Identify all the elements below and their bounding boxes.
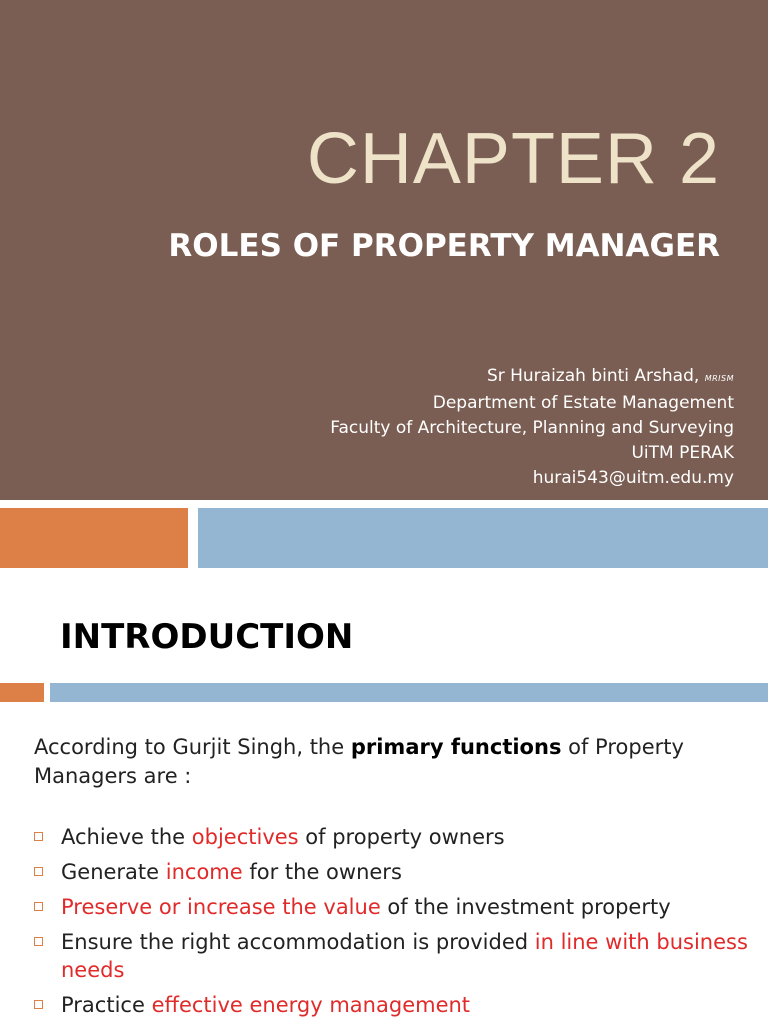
- author-email: hurai543@uitm.edu.my: [532, 468, 734, 488]
- chapter-title: CHAPTER 2: [306, 119, 720, 199]
- square-bullet-icon: [34, 1000, 43, 1009]
- accent-bar-blue: [198, 508, 768, 568]
- bullet-highlight: effective energy management: [151, 993, 471, 1017]
- bullet-post: of property owners: [298, 825, 505, 849]
- author-name: Sr Huraizah binti Arshad,: [486, 366, 700, 386]
- list-item: [34, 893, 754, 921]
- author-faculty: Faculty of Architecture, Planning and Surveying: [330, 418, 734, 438]
- bullet-pre: Achieve the: [61, 825, 192, 849]
- accent-bar-orange: [0, 508, 188, 568]
- lead-bold: primary functions: [350, 735, 562, 759]
- intro-heading: INTRODUCTION: [60, 617, 354, 657]
- bullet-highlight: Preserve or increase the value: [61, 895, 381, 919]
- bullet-post: for the owners: [242, 860, 402, 884]
- bullet-pre: Practice: [61, 993, 152, 1017]
- author-campus: UiTM PERAK: [631, 443, 734, 463]
- bullet-pre: Ensure the right accommodation is provided: [61, 930, 535, 954]
- author-suffix: MRISM: [704, 374, 734, 383]
- square-bullet-icon: [34, 867, 43, 876]
- intro-accent-bar-blue: [50, 683, 768, 702]
- bullet-pre: Generate: [61, 860, 166, 884]
- author-department: Department of Estate Management: [432, 393, 734, 413]
- functions-list: [34, 823, 754, 1026]
- bullet-highlight: in line with business needs: [61, 930, 748, 982]
- title-slide: [0, 0, 768, 500]
- bullet-highlight: income: [165, 860, 243, 884]
- square-bullet-icon: [34, 832, 43, 841]
- list-item: [34, 823, 754, 851]
- bullet-highlight: objectives: [191, 825, 299, 849]
- intro-accent-bar-orange: [0, 683, 44, 702]
- intro-lead-text: [34, 733, 734, 791]
- list-item: [34, 928, 754, 984]
- lead-before: According to Gurjit Singh, the: [34, 735, 351, 759]
- square-bullet-icon: [34, 902, 43, 911]
- author-info: [330, 364, 734, 491]
- author-line: [330, 364, 734, 391]
- list-item: [34, 991, 754, 1019]
- lead-after: of Property Managers are :: [34, 735, 684, 788]
- list-item: [34, 858, 754, 886]
- chapter-subtitle: ROLES OF PROPERTY MANAGER: [168, 228, 720, 264]
- square-bullet-icon: [34, 937, 43, 946]
- bullet-post: of the investment property: [380, 895, 671, 919]
